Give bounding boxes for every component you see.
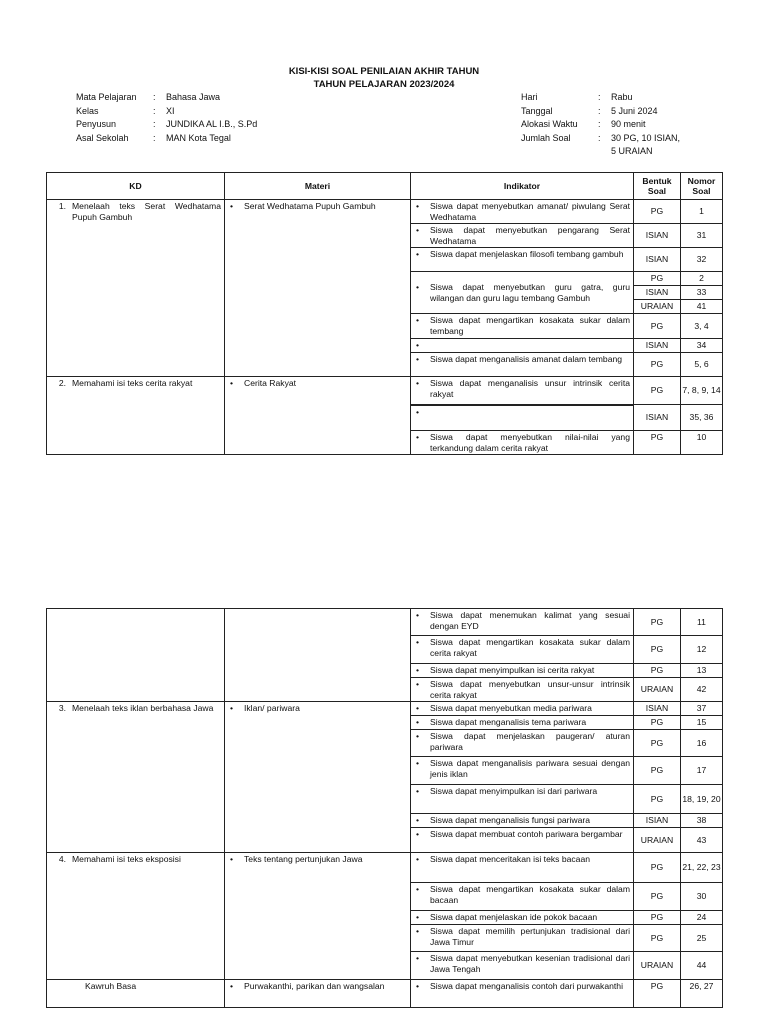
indikator-text: Siswa dapat menyebutkan pengarang Serat Wedhatama bbox=[430, 225, 630, 246]
meta-label: Hari bbox=[521, 92, 538, 102]
meta-colon: : bbox=[598, 92, 601, 102]
meta-row bbox=[76, 105, 257, 119]
meta-row bbox=[521, 91, 680, 105]
nomor-soal-cell: 5, 6 bbox=[681, 353, 723, 377]
bullet: • bbox=[416, 953, 420, 963]
kd-text: Menelaah teks iklan berbahasa Jawa bbox=[72, 703, 214, 713]
meta-label: Kelas bbox=[76, 105, 99, 116]
indikator-cell bbox=[411, 405, 634, 431]
indikator-cell bbox=[411, 911, 634, 925]
meta-colon: : bbox=[153, 132, 156, 143]
kd-cell bbox=[47, 377, 225, 455]
meta-value: 5 URAIAN bbox=[611, 146, 653, 156]
meta-row bbox=[521, 145, 680, 159]
table-row bbox=[47, 377, 723, 405]
indikator-text: Siswa dapat menjelaskan ide pokok bacaan bbox=[430, 912, 598, 922]
meta-row bbox=[521, 118, 680, 132]
indikator-text: Siswa dapat menganalisis amanat dalam tembang bbox=[430, 354, 623, 364]
bullet: • bbox=[416, 432, 420, 442]
table-header-row bbox=[47, 173, 723, 200]
header-indikator: Indikator bbox=[411, 173, 634, 200]
indikator-cell bbox=[411, 636, 634, 664]
bullet: • bbox=[416, 315, 420, 325]
indikator-text: Siswa dapat menemukan kalimat yang sesuai dengan EYD bbox=[430, 610, 630, 631]
nomor-soal-cell: 17 bbox=[681, 757, 723, 785]
kd-cell bbox=[47, 702, 225, 853]
meta-colon: : bbox=[598, 105, 601, 116]
header-nomor-soal bbox=[681, 173, 723, 200]
nomor-soal-cell: 18, 19, 20 bbox=[681, 785, 723, 814]
nomor-soal-cell: 11 bbox=[681, 609, 723, 636]
bentuk-soal-cell: ISIAN bbox=[634, 286, 681, 300]
indikator-cell bbox=[411, 883, 634, 911]
bullet: • bbox=[416, 854, 420, 864]
meta-row bbox=[76, 91, 257, 105]
indikator-text: Siswa dapat mengartikan kosakata sukar dalam bacaan bbox=[430, 884, 630, 905]
meta-label bbox=[521, 145, 598, 159]
bentuk-soal-cell: PG bbox=[634, 730, 681, 757]
bentuk-soal-cell: PG bbox=[634, 314, 681, 339]
meta-left bbox=[76, 91, 257, 145]
document-title bbox=[0, 66, 768, 91]
kd-cell bbox=[47, 200, 225, 377]
meta-label: Jumlah Soal bbox=[521, 132, 571, 143]
nomor-soal-cell: 15 bbox=[681, 716, 723, 730]
kd-number: 1. bbox=[58, 201, 66, 211]
materi-text: Purwakanthi, parikan dan wangsalan bbox=[244, 981, 385, 991]
indikator-text: Siswa dapat mengartikan kosakata sukar dalam cerita rakyat bbox=[430, 637, 630, 658]
meta-colon: : bbox=[153, 92, 156, 102]
meta-value: MAN Kota Tegal bbox=[166, 132, 231, 143]
kd-cell bbox=[47, 853, 225, 980]
kd-cell bbox=[47, 980, 225, 1008]
title-line-2: TAHUN PELAJARAN 2023/2024 bbox=[313, 78, 455, 90]
bullet: • bbox=[230, 981, 234, 991]
nomor-soal-cell: 32 bbox=[681, 248, 723, 272]
indikator-cell bbox=[411, 828, 634, 853]
materi-cell bbox=[225, 609, 411, 702]
nomor-soal-cell: 2 bbox=[681, 272, 723, 286]
meta-row bbox=[521, 132, 680, 146]
nomor-soal-cell: 42 bbox=[681, 678, 723, 702]
indikator-cell bbox=[411, 609, 634, 636]
indikator-cell bbox=[411, 814, 634, 828]
bullet: • bbox=[416, 354, 420, 364]
bentuk-soal-cell: PG bbox=[634, 853, 681, 883]
bentuk-soal-cell: PG bbox=[634, 636, 681, 664]
meta-colon: : bbox=[598, 132, 601, 143]
meta-value: Bahasa Jawa bbox=[166, 92, 221, 102]
bullet: • bbox=[416, 758, 420, 768]
indikator-text: Siswa dapat menganalisis unsur intrinsik cerita rakyat bbox=[430, 378, 630, 399]
bentuk-soal-cell: URAIAN bbox=[634, 300, 681, 314]
bullet: • bbox=[416, 981, 420, 991]
nomor-soal-cell: 1 bbox=[681, 200, 723, 224]
nomor-soal-cell: 31 bbox=[681, 224, 723, 248]
indikator-text: Siswa dapat menyebutkan unsur-unsur intrinsik cerita rakyat bbox=[430, 679, 630, 700]
bentuk-soal-cell: ISIAN bbox=[634, 224, 681, 248]
nomor-soal-cell: 21, 22, 23 bbox=[681, 853, 723, 883]
header-nomor-line-1: Nomor bbox=[687, 175, 716, 186]
materi-cell bbox=[225, 853, 411, 980]
table-row bbox=[47, 200, 723, 224]
bentuk-soal-cell: PG bbox=[634, 980, 681, 1008]
bullet: • bbox=[416, 717, 420, 727]
indikator-text: Siswa dapat membuat contoh pariwara bergambar bbox=[430, 829, 623, 839]
indikator-text: Siswa dapat menganalisis tema pariwara bbox=[430, 717, 587, 727]
bentuk-soal-cell: PG bbox=[634, 353, 681, 377]
nomor-soal-cell: 24 bbox=[681, 911, 723, 925]
bentuk-soal-cell: PG bbox=[634, 609, 681, 636]
kd-number: 4. bbox=[58, 854, 66, 864]
meta-row bbox=[76, 132, 257, 146]
meta-row bbox=[521, 105, 680, 119]
nomor-soal-cell: 41 bbox=[681, 300, 723, 314]
materi-cell bbox=[225, 377, 411, 455]
indikator-cell bbox=[411, 757, 634, 785]
kisi-kisi-table-page-1 bbox=[46, 172, 723, 455]
meta-value: Rabu bbox=[611, 92, 633, 102]
indikator-text bbox=[430, 340, 630, 351]
indikator-text: Siswa dapat mengartikan kosakata sukar dalam tembang bbox=[430, 315, 630, 336]
bullet: • bbox=[416, 282, 420, 292]
bentuk-soal-cell: PG bbox=[634, 200, 681, 224]
indikator-cell bbox=[411, 952, 634, 980]
materi-text: Serat Wedhatama Pupuh Gambuh bbox=[244, 201, 376, 211]
bullet: • bbox=[416, 679, 420, 689]
bentuk-soal-cell: PG bbox=[634, 664, 681, 678]
table-row bbox=[47, 853, 723, 883]
indikator-text: Siswa dapat menyebutkan guru gatra, guru wilangan dan guru lagu tembang Gambuh bbox=[430, 282, 630, 303]
table-row bbox=[47, 980, 723, 1008]
bullet: • bbox=[230, 378, 234, 388]
bullet: • bbox=[416, 225, 420, 235]
kisi-kisi-table-page-2 bbox=[46, 608, 723, 1008]
bentuk-soal-cell: ISIAN bbox=[634, 702, 681, 716]
meta-value: 5 Juni 2024 bbox=[611, 105, 658, 116]
bentuk-soal-cell: ISIAN bbox=[634, 339, 681, 353]
indikator-cell bbox=[411, 272, 634, 314]
indikator-text: Siswa dapat menganalisis fungsi pariwara bbox=[430, 815, 591, 825]
indikator-cell bbox=[411, 785, 634, 814]
indikator-text: Siswa dapat menjelaskan paugeran/ aturan pariwara bbox=[430, 731, 630, 752]
materi-cell bbox=[225, 980, 411, 1008]
nomor-soal-cell: 16 bbox=[681, 730, 723, 757]
bullet: • bbox=[416, 731, 420, 741]
header-bentuk-line-2: Soal bbox=[647, 186, 667, 196]
meta-colon: : bbox=[153, 105, 156, 116]
nomor-soal-cell: 37 bbox=[681, 702, 723, 716]
meta-label: Asal Sekolah bbox=[76, 132, 129, 143]
indikator-cell bbox=[411, 925, 634, 952]
indikator-cell bbox=[411, 339, 634, 353]
indikator-cell bbox=[411, 980, 634, 1008]
header-materi: Materi bbox=[225, 173, 411, 200]
kd-text: Menelaah teks Serat Wedhatama Pupuh Gambuh bbox=[72, 201, 221, 222]
bentuk-soal-cell: ISIAN bbox=[634, 248, 681, 272]
meta-label: Alokasi Waktu bbox=[521, 119, 578, 129]
bullet: • bbox=[416, 786, 420, 796]
header-kd: KD bbox=[47, 173, 225, 200]
table-row bbox=[47, 609, 723, 636]
header-nomor-line-2: Soal bbox=[692, 186, 711, 196]
bullet: • bbox=[416, 378, 420, 388]
kd-number: 2. bbox=[58, 378, 66, 388]
indikator-cell bbox=[411, 353, 634, 377]
indikator-text: Siswa dapat menyimpulkan isi cerita rakyat bbox=[430, 665, 595, 675]
indikator-cell bbox=[411, 431, 634, 455]
bentuk-soal-cell: PG bbox=[634, 716, 681, 730]
nomor-soal-cell: 30 bbox=[681, 883, 723, 911]
nomor-soal-cell: 7, 8, 9, 14 bbox=[681, 377, 723, 405]
bentuk-soal-cell: PG bbox=[634, 377, 681, 405]
bentuk-soal-cell: URAIAN bbox=[634, 952, 681, 980]
header-bentuk-line-1: Bentuk bbox=[642, 175, 672, 186]
bullet: • bbox=[416, 201, 420, 211]
title-line-1: KISI-KISI SOAL PENILAIAN AKHIR TAHUN bbox=[288, 66, 480, 77]
indikator-cell bbox=[411, 377, 634, 405]
indikator-text: Siswa dapat menganalisis pariwara sesuai dengan jenis iklan bbox=[430, 758, 630, 779]
indikator-cell bbox=[411, 200, 634, 224]
bullet: • bbox=[416, 926, 420, 936]
bentuk-soal-cell: PG bbox=[634, 911, 681, 925]
indikator-text: Siswa dapat menyebutkan nilai-nilai yang terkandung dalam cerita rakyat bbox=[430, 432, 630, 453]
nomor-soal-cell: 44 bbox=[681, 952, 723, 980]
indikator-text: Siswa dapat menyebutkan media pariwara bbox=[430, 703, 592, 713]
nomor-soal-cell: 12 bbox=[681, 636, 723, 664]
bullet: • bbox=[416, 637, 420, 647]
indikator-text bbox=[430, 407, 630, 418]
bullet: • bbox=[416, 829, 420, 839]
indikator-cell bbox=[411, 853, 634, 883]
materi-text: Teks tentang pertunjukan Jawa bbox=[244, 854, 363, 864]
bullet: • bbox=[416, 912, 420, 922]
bentuk-soal-cell: PG bbox=[634, 925, 681, 952]
indikator-cell bbox=[411, 702, 634, 716]
meta-label: Tanggal bbox=[521, 105, 553, 116]
indikator-cell bbox=[411, 716, 634, 730]
kd-number: 3. bbox=[58, 703, 66, 713]
bullet: • bbox=[416, 665, 420, 675]
indikator-text: Siswa dapat menyebutkan kesenian tradisional dari Jawa Tengah bbox=[430, 953, 630, 974]
indikator-text: Siswa dapat menganalisis contoh dari purwakanthi bbox=[430, 981, 623, 991]
bentuk-soal-cell: PG bbox=[634, 883, 681, 911]
materi-cell bbox=[225, 200, 411, 377]
indikator-text: Siswa dapat menjelaskan filosofi tembang gambuh bbox=[430, 249, 624, 259]
indikator-cell bbox=[411, 248, 634, 272]
kd-text: Memahami isi teks cerita rakyat bbox=[72, 378, 193, 388]
indikator-cell bbox=[411, 664, 634, 678]
meta-colon: : bbox=[153, 119, 156, 129]
bullet: • bbox=[416, 610, 420, 620]
indikator-text: Siswa dapat menyimpulkan isi dari pariwara bbox=[430, 786, 598, 796]
indikator-text: Siswa dapat menceritakan isi teks bacaan bbox=[430, 854, 591, 864]
meta-colon: : bbox=[598, 119, 601, 129]
header-bentuk-soal bbox=[634, 173, 681, 200]
indikator-text: Siswa dapat menyebutkan amanat/ piwulang Serat Wedhatama bbox=[430, 201, 630, 222]
meta-value: 90 menit bbox=[611, 119, 646, 129]
meta-value: 30 PG, 10 ISIAN, bbox=[611, 132, 681, 143]
meta-value: XI bbox=[166, 105, 175, 116]
bentuk-soal-cell: ISIAN bbox=[634, 405, 681, 431]
materi-text: Cerita Rakyat bbox=[244, 378, 297, 388]
indikator-cell bbox=[411, 678, 634, 702]
kd-text: Memahami isi teks eksposisi bbox=[72, 854, 181, 864]
meta-value: JUNDIKA AL I.B., S.Pd bbox=[166, 119, 258, 129]
indikator-text: Siswa dapat memilih pertunjukan tradisional dari Jawa Timur bbox=[430, 926, 630, 947]
nomor-soal-cell: 38 bbox=[681, 814, 723, 828]
bentuk-soal-cell: PG bbox=[634, 272, 681, 286]
nomor-soal-cell: 34 bbox=[681, 339, 723, 353]
bullet: • bbox=[230, 854, 234, 864]
materi-cell bbox=[225, 702, 411, 853]
bullet: • bbox=[230, 201, 234, 211]
bullet: • bbox=[416, 340, 420, 350]
nomor-soal-cell: 3, 4 bbox=[681, 314, 723, 339]
bentuk-soal-cell: PG bbox=[634, 785, 681, 814]
indikator-cell bbox=[411, 314, 634, 339]
nomor-soal-cell: 13 bbox=[681, 664, 723, 678]
meta-label: Penyusun bbox=[76, 119, 117, 129]
indikator-cell bbox=[411, 730, 634, 757]
bentuk-soal-cell: ISIAN bbox=[634, 814, 681, 828]
bullet: • bbox=[230, 703, 234, 713]
nomor-soal-cell: 26, 27 bbox=[681, 980, 723, 1008]
kd-cell bbox=[47, 609, 225, 702]
bentuk-soal-cell: PG bbox=[634, 757, 681, 785]
meta-label: Mata Pelajaran bbox=[76, 92, 137, 102]
meta-row bbox=[76, 118, 257, 132]
bullet: • bbox=[416, 815, 420, 825]
bullet: • bbox=[416, 703, 420, 713]
indikator-cell bbox=[411, 224, 634, 248]
nomor-soal-cell: 33 bbox=[681, 286, 723, 300]
meta-right bbox=[521, 91, 680, 159]
bullet: • bbox=[416, 406, 420, 417]
bullet: • bbox=[416, 884, 420, 894]
nomor-soal-cell: 10 bbox=[681, 431, 723, 455]
table-row bbox=[47, 702, 723, 716]
bentuk-soal-cell: URAIAN bbox=[634, 678, 681, 702]
bentuk-soal-cell: PG bbox=[634, 431, 681, 455]
bentuk-soal-cell: URAIAN bbox=[634, 828, 681, 853]
nomor-soal-cell: 25 bbox=[681, 925, 723, 952]
kd-text: Kawruh Basa bbox=[85, 981, 137, 991]
bullet: • bbox=[416, 249, 420, 259]
nomor-soal-cell: 35, 36 bbox=[681, 405, 723, 431]
materi-text: Iklan/ pariwara bbox=[244, 703, 300, 713]
nomor-soal-cell: 43 bbox=[681, 828, 723, 853]
